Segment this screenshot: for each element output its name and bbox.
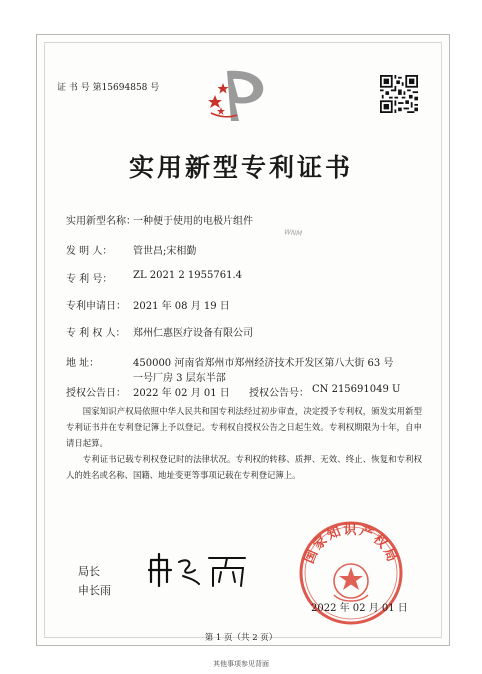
filing-date-value: 2021 年 08 月 19 日 [133,301,230,312]
inventor-value: 管世昌;宋相勤 [133,246,197,257]
declaration-paragraph: 国家知识产权局依照中华人民共和国专利法经过初步审查，决定授予专利权，颁发实用新型专利证书并在专利登记簿上予以登记。专利权自授权公告之日起生效。专利权期限为十年，自申请日起算。 [66,406,422,448]
grant-date-label: 授权公告日： [66,388,126,399]
utility-name-label: 实用新型名称： [66,216,136,227]
patentee-label: 专 利 权 人： [66,328,126,339]
grant-number-label: 授权公告号： [249,388,309,399]
address-label: 地 址： [66,358,100,369]
director-name: 申长雨 [78,584,111,597]
filing-date-label: 专利申请日： [66,301,126,312]
patent-office-logo-icon [205,65,271,125]
page-indicator: 第 1 页（共 2 页） [204,633,278,643]
director-signature [145,550,255,590]
address-line-2: 一号厂房 3 层东半部 [133,373,226,384]
handwritten-mark: WNM [283,228,303,238]
patent-number-value: ZL 2021 2 1955761.4 [133,270,243,281]
back-page-note: 其他事项参见背面 [213,660,269,668]
legal-status-paragraph: 专利证书记载专利权登记时的法律状况。专利权的转移、质押、无效、终止、恢复和专利权人的姓名或名称、国籍、地址变更等事项记载在专利登记簿上。 [66,454,422,480]
grant-date-value: 2022 年 02 月 01 日 [133,388,230,399]
director-title: 局长 [78,565,100,578]
address-line-1: 450000 河南省郑州市郑州经济技术开发区第八大街 63 号 [133,358,394,369]
qr-code-icon [380,75,418,113]
grant-number-value: CN 215691049 U [312,384,401,395]
inventor-label: 发 明 人： [66,246,113,257]
seal-date: 2022 年 02 月 01 日 [311,603,408,614]
seal-text: 国家知识产权局 [302,523,400,566]
patentee-value: 郑州仁惠医疗设备有限公司 [133,328,253,339]
certificate-title: 实用新型专利证书 [128,153,353,182]
utility-name-value: 一种便于使用的电极片组件 [133,216,253,227]
patent-number-label: 专 利 号： [66,274,113,285]
certificate-number: 证 书 号 第15694858 号 [57,83,160,93]
